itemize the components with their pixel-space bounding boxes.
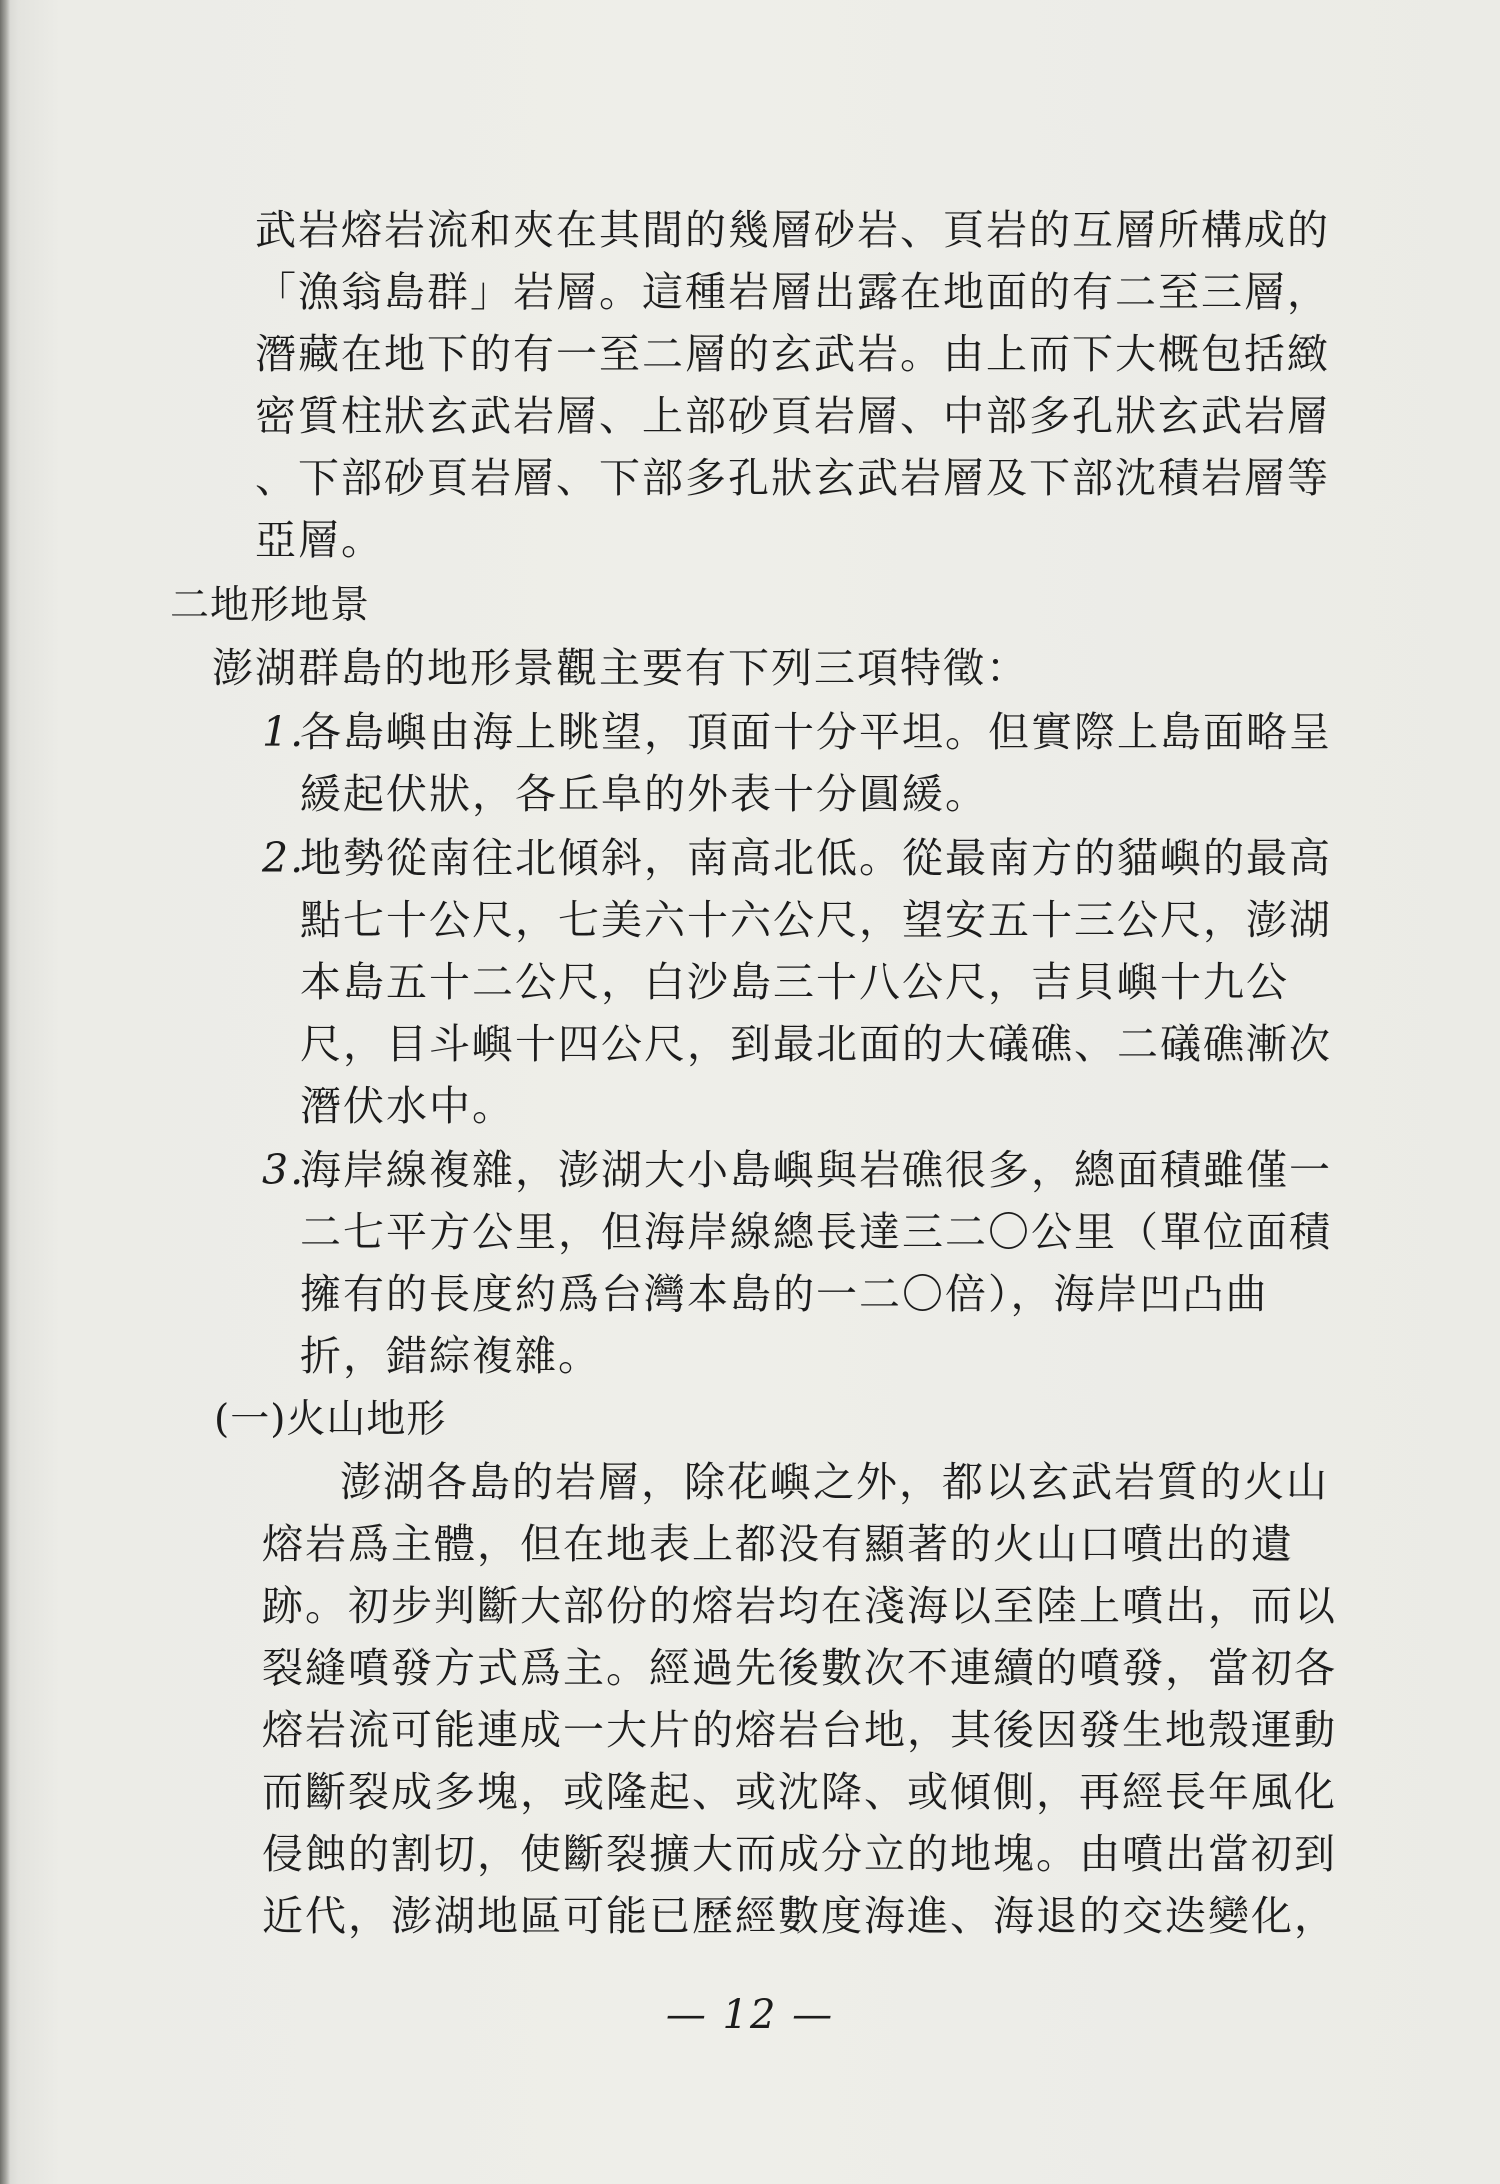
paragraph-line: 潛藏在地下的有一至二層的玄武岩。由上而下大概包括緻 bbox=[255, 330, 1330, 378]
subsection-line: 近代，澎湖地區可能已歷經數度海進、海退的交迭變化， bbox=[262, 1892, 1337, 1940]
item-line: 折，錯綜複雜。 bbox=[300, 1332, 601, 1380]
item-line: 地勢從南往北傾斜，南高北低。從最南方的貓嶼的最高 bbox=[300, 834, 1332, 882]
paragraph-line: 「漁翁島群」岩層。這種岩層出露在地面的有二至三層， bbox=[255, 268, 1330, 316]
item-line: 點七十公尺，七美六十六公尺，望安五十三公尺，澎湖 bbox=[300, 896, 1332, 944]
item-line: 潛伏水中。 bbox=[300, 1082, 515, 1130]
paragraph-line: 亞層。 bbox=[255, 516, 384, 564]
section-intro: 澎湖群島的地形景觀主要有下列三項特徵： bbox=[212, 644, 1029, 692]
binding-edge bbox=[0, 0, 10, 2184]
page-number: — 12 — bbox=[665, 1992, 835, 2038]
subsection-line: 澎湖各島的岩層，除花嶼之外，都以玄武岩質的火山 bbox=[340, 1458, 1329, 1506]
paragraph-line: 密質柱狀玄武岩層、上部砂頁岩層、中部多孔狀玄武岩層 bbox=[255, 392, 1330, 440]
item-number: 1. bbox=[262, 708, 306, 756]
item-number: 2. bbox=[262, 834, 306, 882]
subsection-heading: (一)火山地形 bbox=[214, 1397, 447, 1442]
subsection-line: 裂縫噴發方式爲主。經過先後數次不連續的噴發，當初各 bbox=[262, 1644, 1337, 1692]
paragraph-line: 、下部砂頁岩層、下部多孔狀玄武岩層及下部沈積岩層等 bbox=[255, 454, 1330, 502]
item-line: 本島五十二公尺，白沙島三十八公尺，吉貝嶼十九公 bbox=[300, 958, 1289, 1006]
subsection-line: 跡。初步判斷大部份的熔岩均在淺海以至陸上噴出，而以 bbox=[262, 1582, 1337, 1630]
item-line: 海岸線複雜，澎湖大小島嶼與岩礁很多，總面積雖僅一 bbox=[300, 1146, 1332, 1194]
subsection-line: 而斷裂成多塊，或隆起、或沈降、或傾側，再經長年風化 bbox=[262, 1768, 1337, 1816]
item-line: 各島嶼由海上眺望，頂面十分平坦。但實際上島面略呈 bbox=[300, 708, 1332, 756]
item-line: 尺，目斗嶼十四公尺，到最北面的大礒礁、二礒礁漸次 bbox=[300, 1020, 1332, 1068]
section-heading: 二地形地景 bbox=[170, 583, 371, 628]
subsection-line: 熔岩流可能連成一大片的熔岩台地，其後因發生地殼運動 bbox=[262, 1706, 1337, 1754]
item-number: 3. bbox=[262, 1146, 306, 1194]
subsection-line: 侵蝕的割切，使斷裂擴大而成分立的地塊。由噴出當初到 bbox=[262, 1830, 1337, 1878]
paragraph-line: 武岩熔岩流和夾在其間的幾層砂岩、頁岩的互層所構成的 bbox=[255, 206, 1330, 254]
item-line: 緩起伏狀，各丘阜的外表十分圓緩。 bbox=[300, 770, 988, 818]
item-line: 二七平方公里，但海岸線總長達三二〇公里（單位面積 bbox=[300, 1208, 1332, 1256]
item-line: 擁有的長度約爲台灣本島的一二〇倍），海岸凹凸曲 bbox=[300, 1270, 1269, 1318]
subsection-line: 熔岩爲主體，但在地表上都没有顯著的火山口噴出的遺 bbox=[262, 1520, 1294, 1568]
